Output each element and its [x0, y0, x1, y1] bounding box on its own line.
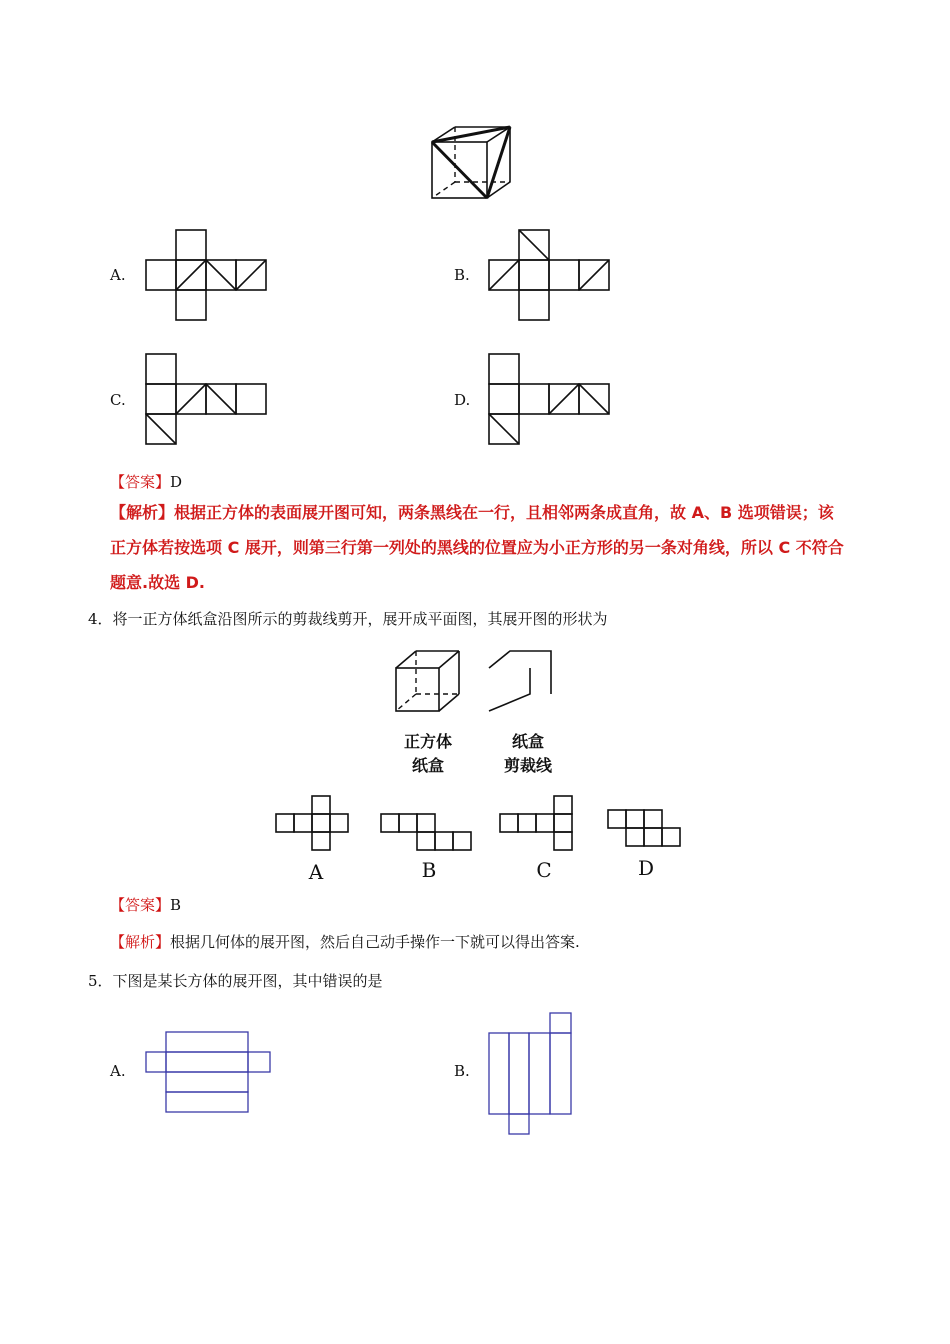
q3-analysis-line-1: [110, 495, 870, 530]
q3-analysis-text-1: 根据正方体的表面展开图可知，两条黑线在一行，且相邻两条成直角，故 A、B 选项错误；该: [174, 503, 834, 522]
q3-option-c-label[interactable]: C.: [110, 391, 126, 409]
q4-net-b-label[interactable]: B: [421, 858, 437, 882]
q4-net-a-label[interactable]: A: [308, 860, 324, 884]
q4-answer: [110, 894, 181, 915]
q4-net-c-label[interactable]: C: [536, 858, 552, 882]
q4-net-d-label[interactable]: D: [637, 856, 655, 880]
q3-answer: [110, 471, 182, 492]
q5-option-a-label[interactable]: A.: [110, 1062, 126, 1080]
q5-option-b-label[interactable]: B.: [454, 1062, 470, 1080]
q3-answer-bracket: 【答案】: [110, 473, 171, 491]
q3-analysis: [110, 495, 870, 600]
q3-option-b-label[interactable]: B.: [454, 266, 470, 284]
q4-caption-cut: [488, 730, 568, 778]
q4-analysis-text: 根据几何体的展开图，然后自己动手操作一下就可以得出答案.: [170, 933, 580, 951]
q4-answer-bracket: 【答案】: [110, 896, 171, 914]
q4-caption-cube-line-1: 正方体: [403, 732, 452, 751]
q4-answer-value: B: [170, 896, 182, 914]
q3-option-d-label[interactable]: D.: [454, 391, 471, 409]
q4-analysis: [110, 931, 580, 952]
q4-caption-cut-line-2: 剪裁线: [503, 756, 552, 775]
q3-answer-value: D: [170, 473, 183, 491]
q3-analysis-line-2: 正方体若按选项 C 展开，则第三行第一列处的黑线的位置应为小正方形的另一条对角线，所以 C 不符合: [110, 538, 844, 557]
q3-analysis-bracket: 【解析】: [110, 503, 175, 522]
q3-analysis-line-3: 题意.故选 D.: [110, 573, 206, 592]
q4-caption-cube-line-2: 纸盒: [411, 756, 444, 775]
q4-caption-cube: [388, 730, 468, 778]
q4-analysis-bracket: 【解析】: [110, 933, 171, 951]
q4-stem: 4．将一正方体纸盒沿图所示的剪裁线剪开，展开成平面图，其展开图的形状为: [88, 610, 608, 628]
q4-caption-cut-line-1: 纸盒: [511, 732, 544, 751]
q3-option-a-label[interactable]: A.: [110, 266, 126, 284]
q5-stem: 5．下图是某长方体的展开图，其中错误的是: [88, 972, 383, 990]
